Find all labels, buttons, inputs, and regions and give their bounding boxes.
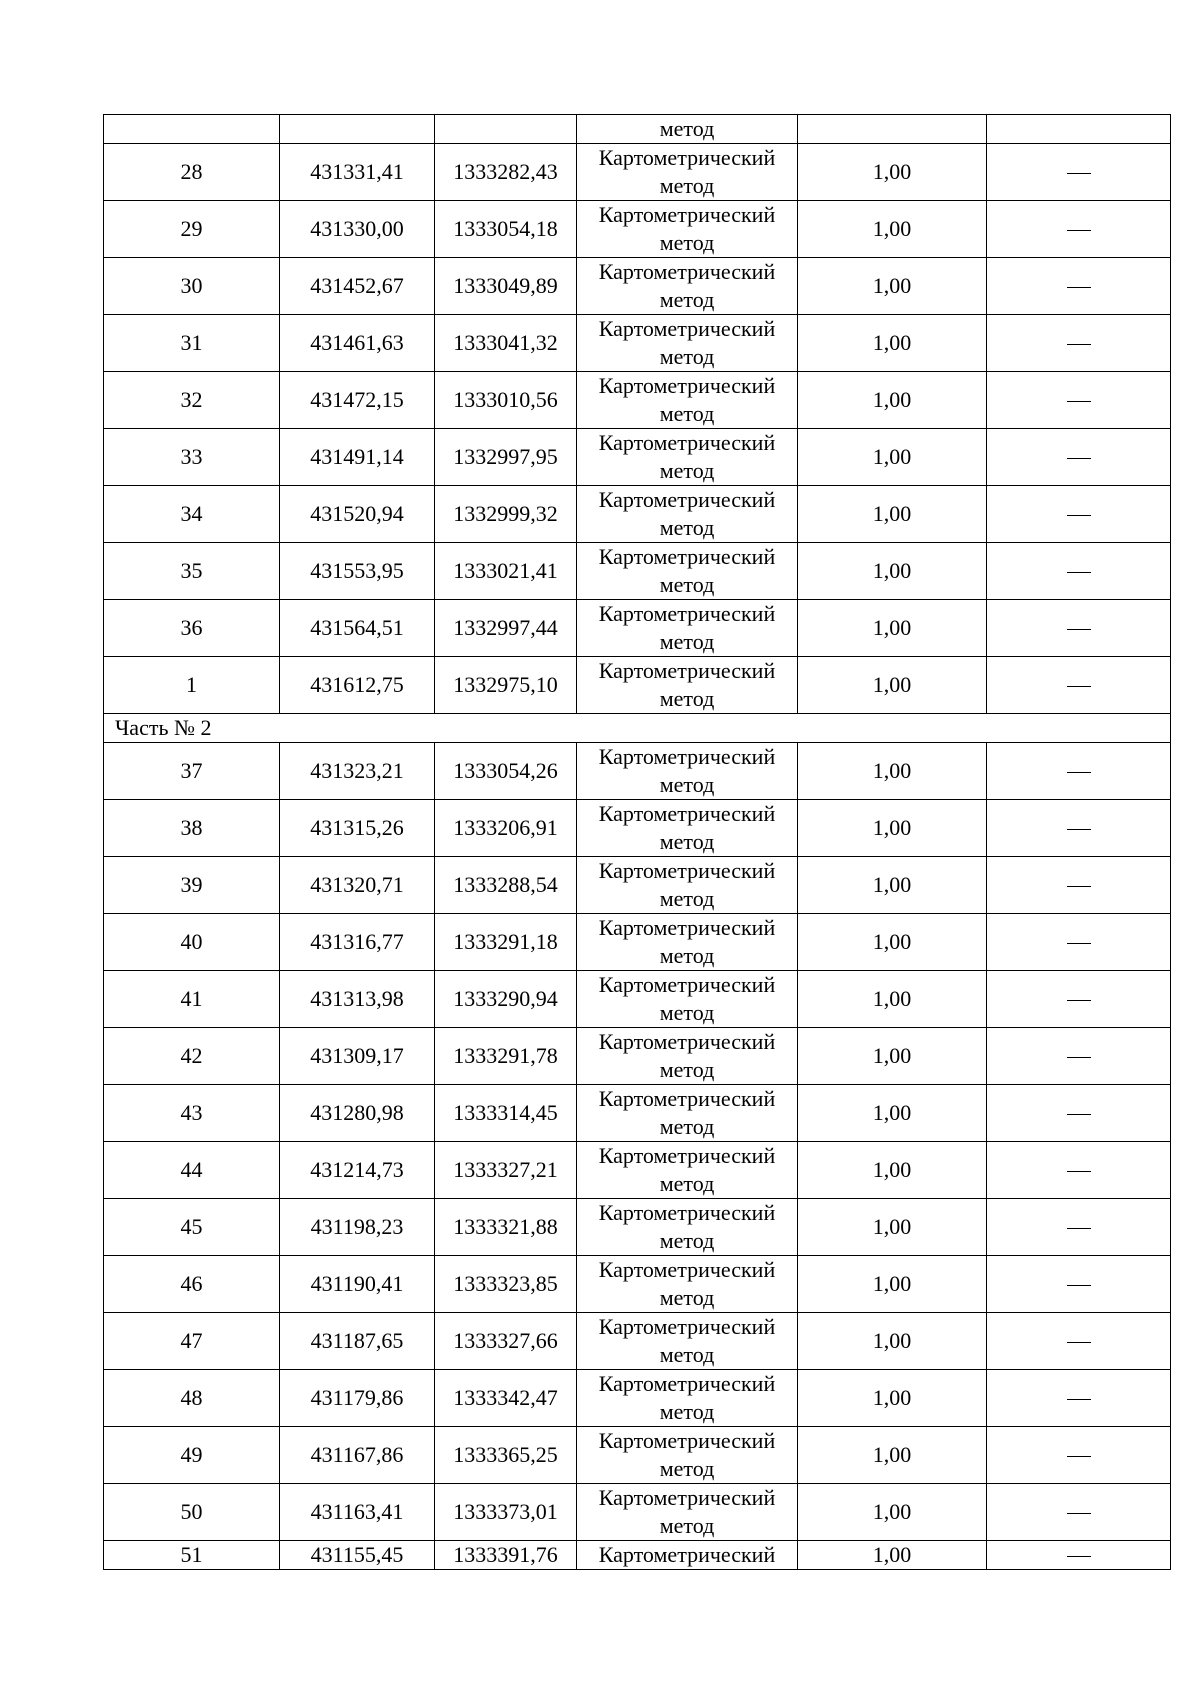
method-line1: Картометрический (598, 1086, 776, 1111)
y-coordinate-cell: 1332999,32 (435, 486, 577, 543)
method-line1: Картометрический (598, 658, 776, 683)
precision-cell: 1,00 (798, 201, 987, 258)
precision-cell: 1,00 (798, 543, 987, 600)
precision-cell: 1,00 (798, 372, 987, 429)
precision-cell: 1,00 (798, 1484, 987, 1541)
method-line2: метод (659, 886, 715, 911)
method-line1: Картометрический (598, 1428, 776, 1453)
point-number-cell (104, 115, 280, 144)
dash-mark (1067, 1057, 1091, 1058)
description-cell (987, 1484, 1171, 1541)
coordinates-table (103, 114, 1171, 1570)
method-line2: метод (659, 1000, 715, 1025)
description-cell (987, 486, 1171, 543)
description-cell (987, 1199, 1171, 1256)
precision-cell: 1,00 (798, 1313, 987, 1370)
precision-cell: 1,00 (798, 800, 987, 857)
dash-mark (1067, 287, 1091, 288)
precision-cell: 1,00 (798, 144, 987, 201)
method-line1: Картометрический (598, 145, 776, 170)
x-coordinate-cell (280, 115, 435, 144)
y-coordinate-cell: 1333291,78 (435, 1028, 577, 1085)
y-coordinate-cell: 1333054,26 (435, 743, 577, 800)
table-row (104, 600, 1171, 657)
y-coordinate-cell: 1333342,47 (435, 1370, 577, 1427)
method-line2: метод (659, 1456, 715, 1481)
description-cell (987, 543, 1171, 600)
method-line1: Картометрический (598, 1029, 776, 1054)
y-coordinate-cell: 1333323,85 (435, 1256, 577, 1313)
description-cell (987, 1370, 1171, 1427)
method-line1: Картометрический (598, 1257, 776, 1282)
dash-mark (1067, 1456, 1091, 1457)
method-line1: Картометрический (598, 1371, 776, 1396)
method-cell: Картометрический (577, 1541, 798, 1570)
y-coordinate-cell: 1333327,66 (435, 1313, 577, 1370)
table-row (104, 1142, 1171, 1199)
dash-mark (1067, 1000, 1091, 1001)
x-coordinate-cell: 431190,41 (280, 1256, 435, 1313)
dash-mark (1067, 458, 1091, 459)
y-coordinate-cell: 1333021,41 (435, 543, 577, 600)
y-coordinate-cell: 1333321,88 (435, 1199, 577, 1256)
y-coordinate-cell: 1333206,91 (435, 800, 577, 857)
y-coordinate-cell (435, 115, 577, 144)
x-coordinate-cell: 431330,00 (280, 201, 435, 258)
dash-mark (1067, 1342, 1091, 1343)
method-cell (577, 914, 798, 971)
coordinates-table-body (104, 115, 1171, 1570)
table-row (104, 857, 1171, 914)
description-cell (987, 914, 1171, 971)
x-coordinate-cell: 431564,51 (280, 600, 435, 657)
method-line1: Картометрический (598, 801, 776, 826)
x-coordinate-cell: 431179,86 (280, 1370, 435, 1427)
method-line1: Картометрический (598, 601, 776, 626)
dash-mark (1067, 230, 1091, 231)
precision-cell: 1,00 (798, 914, 987, 971)
y-coordinate-cell: 1333054,18 (435, 201, 577, 258)
table-row (104, 800, 1171, 857)
method-cell (577, 800, 798, 857)
precision-cell: 1,00 (798, 743, 987, 800)
y-coordinate-cell: 1333327,21 (435, 1142, 577, 1199)
x-coordinate-cell: 431316,77 (280, 914, 435, 971)
method-cell (577, 600, 798, 657)
method-line1: Картометрический (598, 858, 776, 883)
x-coordinate-cell: 431520,94 (280, 486, 435, 543)
point-number-cell: 49 (104, 1427, 280, 1484)
table-row (104, 743, 1171, 800)
dash-mark (1067, 886, 1091, 887)
description-cell (987, 971, 1171, 1028)
y-coordinate-cell: 1333314,45 (435, 1085, 577, 1142)
dash-mark (1067, 1399, 1091, 1400)
point-number-cell: 46 (104, 1256, 280, 1313)
point-number-cell: 35 (104, 543, 280, 600)
method-line2: метод (659, 943, 715, 968)
dash-mark (1067, 173, 1091, 174)
precision-cell: 1,00 (798, 1541, 987, 1570)
method-line1: Картометрический (598, 1200, 776, 1225)
precision-cell: 1,00 (798, 600, 987, 657)
table-row (104, 1370, 1171, 1427)
precision-cell: 1,00 (798, 1256, 987, 1313)
method-line2: метод (659, 772, 715, 797)
x-coordinate-cell: 431198,23 (280, 1199, 435, 1256)
point-number-cell: 1 (104, 657, 280, 714)
table-row (104, 1484, 1171, 1541)
table-row (104, 144, 1171, 201)
method-cell (577, 657, 798, 714)
x-coordinate-cell: 431452,67 (280, 258, 435, 315)
method-line1: Картометрический (598, 1485, 776, 1510)
dash-mark (1067, 943, 1091, 944)
x-coordinate-cell: 431491,14 (280, 429, 435, 486)
y-coordinate-cell: 1333391,76 (435, 1541, 577, 1570)
y-coordinate-cell: 1333010,56 (435, 372, 577, 429)
dash-mark (1067, 1513, 1091, 1514)
method-line2: метод (659, 173, 715, 198)
x-coordinate-cell: 431323,21 (280, 743, 435, 800)
precision-cell: 1,00 (798, 258, 987, 315)
x-coordinate-cell: 431155,45 (280, 1541, 435, 1570)
description-cell (987, 144, 1171, 201)
point-number-cell: 36 (104, 600, 280, 657)
method-line2: метод (659, 515, 715, 540)
method-line2: метод (659, 1513, 715, 1538)
method-line2: метод (659, 686, 715, 711)
method-cell (577, 1256, 798, 1313)
method-cell (577, 144, 798, 201)
y-coordinate-cell: 1333373,01 (435, 1484, 577, 1541)
method-cell (577, 486, 798, 543)
method-line2: метод (659, 1399, 715, 1424)
precision-cell: 1,00 (798, 1370, 987, 1427)
method-line1: Картометрический (598, 316, 776, 341)
point-number-cell: 51 (104, 1541, 280, 1570)
description-cell (987, 657, 1171, 714)
precision-cell: 1,00 (798, 315, 987, 372)
method-line2: метод (659, 629, 715, 654)
point-number-cell: 45 (104, 1199, 280, 1256)
method-line2: метод (659, 401, 715, 426)
description-cell (987, 1541, 1171, 1570)
method-cell: метод (577, 115, 798, 144)
y-coordinate-cell: 1333365,25 (435, 1427, 577, 1484)
method-line2: метод (659, 230, 715, 255)
method-cell (577, 743, 798, 800)
table-row (104, 914, 1171, 971)
x-coordinate-cell: 431313,98 (280, 971, 435, 1028)
table-row (104, 543, 1171, 600)
dash-mark (1067, 829, 1091, 830)
method-line2: метод (659, 287, 715, 312)
description-cell (987, 1313, 1171, 1370)
method-line1: Картометрический (598, 744, 776, 769)
y-coordinate-cell: 1333282,43 (435, 144, 577, 201)
method-cell (577, 1028, 798, 1085)
x-coordinate-cell: 431214,73 (280, 1142, 435, 1199)
method-line2: метод (659, 1285, 715, 1310)
x-coordinate-cell: 431280,98 (280, 1085, 435, 1142)
description-cell (987, 315, 1171, 372)
method-cell (577, 429, 798, 486)
description-cell (987, 201, 1171, 258)
point-number-cell: 33 (104, 429, 280, 486)
table-row (104, 372, 1171, 429)
y-coordinate-cell: 1333290,94 (435, 971, 577, 1028)
description-cell (987, 600, 1171, 657)
point-number-cell: 39 (104, 857, 280, 914)
method-cell (577, 1313, 798, 1370)
table-row (104, 201, 1171, 258)
y-coordinate-cell: 1332997,44 (435, 600, 577, 657)
section-title: Часть № 2 (104, 714, 1171, 743)
x-coordinate-cell: 431163,41 (280, 1484, 435, 1541)
x-coordinate-cell: 431461,63 (280, 315, 435, 372)
method-line1: Картометрический (598, 202, 776, 227)
method-cell (577, 543, 798, 600)
description-cell (987, 1142, 1171, 1199)
table-row (104, 657, 1171, 714)
x-coordinate-cell: 431315,26 (280, 800, 435, 857)
description-cell (987, 429, 1171, 486)
precision-cell (798, 115, 987, 144)
x-coordinate-cell: 431320,71 (280, 857, 435, 914)
method-cell (577, 1370, 798, 1427)
dash-mark (1067, 1285, 1091, 1286)
method-cell (577, 1142, 798, 1199)
description-cell (987, 857, 1171, 914)
precision-cell: 1,00 (798, 1199, 987, 1256)
x-coordinate-cell: 431167,86 (280, 1427, 435, 1484)
description-cell (987, 743, 1171, 800)
table-row (104, 315, 1171, 372)
point-number-cell: 38 (104, 800, 280, 857)
precision-cell: 1,00 (798, 486, 987, 543)
method-cell (577, 1427, 798, 1484)
method-line2: метод (659, 1171, 715, 1196)
method-line1: Картометрический (598, 487, 776, 512)
table-row (104, 1028, 1171, 1085)
table-row (104, 429, 1171, 486)
method-line2: метод (659, 344, 715, 369)
dash-mark (1067, 401, 1091, 402)
description-cell (987, 372, 1171, 429)
precision-cell: 1,00 (798, 657, 987, 714)
dash-mark (1067, 1171, 1091, 1172)
dash-mark (1067, 344, 1091, 345)
x-coordinate-cell: 431612,75 (280, 657, 435, 714)
method-line2: метод (659, 1114, 715, 1139)
dash-mark (1067, 686, 1091, 687)
precision-cell: 1,00 (798, 1427, 987, 1484)
dash-mark (1067, 572, 1091, 573)
table-row (104, 1313, 1171, 1370)
point-number-cell: 37 (104, 743, 280, 800)
point-number-cell: 48 (104, 1370, 280, 1427)
method-cell (577, 1085, 798, 1142)
method-line2: метод (659, 1057, 715, 1082)
method-line2: метод (659, 458, 715, 483)
dash-mark (1067, 772, 1091, 773)
x-coordinate-cell: 431331,41 (280, 144, 435, 201)
description-cell (987, 115, 1171, 144)
point-number-cell: 41 (104, 971, 280, 1028)
table-row (104, 1427, 1171, 1484)
y-coordinate-cell: 1333288,54 (435, 857, 577, 914)
table-row (104, 258, 1171, 315)
precision-cell: 1,00 (798, 1085, 987, 1142)
precision-cell: 1,00 (798, 1142, 987, 1199)
point-number-cell: 31 (104, 315, 280, 372)
x-coordinate-cell: 431553,95 (280, 543, 435, 600)
method-line1: Картометрический (598, 544, 776, 569)
point-number-cell: 28 (104, 144, 280, 201)
method-cell (577, 1199, 798, 1256)
y-coordinate-cell: 1332997,95 (435, 429, 577, 486)
method-line1: Картометрический (598, 259, 776, 284)
x-coordinate-cell: 431472,15 (280, 372, 435, 429)
dash-mark (1067, 629, 1091, 630)
method-line2: метод (659, 1228, 715, 1253)
dash-mark (1067, 1228, 1091, 1229)
description-cell (987, 258, 1171, 315)
x-coordinate-cell: 431309,17 (280, 1028, 435, 1085)
point-number-cell: 44 (104, 1142, 280, 1199)
method-line1: Картометрический (598, 1314, 776, 1339)
method-line1: Картометрический (598, 915, 776, 940)
description-cell (987, 800, 1171, 857)
description-cell (987, 1028, 1171, 1085)
method-cell (577, 857, 798, 914)
description-cell (987, 1256, 1171, 1313)
y-coordinate-cell: 1333041,32 (435, 315, 577, 372)
precision-cell: 1,00 (798, 429, 987, 486)
method-line1: Картометрический (598, 972, 776, 997)
precision-cell: 1,00 (798, 1028, 987, 1085)
point-number-cell: 47 (104, 1313, 280, 1370)
method-cell (577, 201, 798, 258)
method-line2: метод (659, 1342, 715, 1367)
table-row (104, 486, 1171, 543)
method-line1: Картометрический (598, 430, 776, 455)
dash-mark (1067, 1114, 1091, 1115)
description-cell (987, 1085, 1171, 1142)
table-row (104, 1541, 1171, 1570)
method-cell (577, 1484, 798, 1541)
method-line2: метод (659, 572, 715, 597)
point-number-cell: 32 (104, 372, 280, 429)
point-number-cell: 29 (104, 201, 280, 258)
method-cell (577, 258, 798, 315)
point-number-cell: 42 (104, 1028, 280, 1085)
dash-mark (1067, 515, 1091, 516)
point-number-cell: 34 (104, 486, 280, 543)
description-cell (987, 1427, 1171, 1484)
continued-row (104, 115, 1171, 144)
y-coordinate-cell: 1333291,18 (435, 914, 577, 971)
point-number-cell: 50 (104, 1484, 280, 1541)
method-cell (577, 971, 798, 1028)
method-line2: метод (659, 829, 715, 854)
precision-cell: 1,00 (798, 857, 987, 914)
y-coordinate-cell: 1332975,10 (435, 657, 577, 714)
table-row (104, 1199, 1171, 1256)
x-coordinate-cell: 431187,65 (280, 1313, 435, 1370)
table-row (104, 1256, 1171, 1313)
precision-cell: 1,00 (798, 971, 987, 1028)
table-row (104, 1085, 1171, 1142)
method-line1: Картометрический (598, 373, 776, 398)
point-number-cell: 40 (104, 914, 280, 971)
point-number-cell: 43 (104, 1085, 280, 1142)
method-cell (577, 372, 798, 429)
dash-mark (1067, 1556, 1091, 1557)
method-line1: Картометрический (598, 1143, 776, 1168)
y-coordinate-cell: 1333049,89 (435, 258, 577, 315)
point-number-cell: 30 (104, 258, 280, 315)
section-header-row (104, 714, 1171, 743)
table-row (104, 971, 1171, 1028)
method-cell (577, 315, 798, 372)
